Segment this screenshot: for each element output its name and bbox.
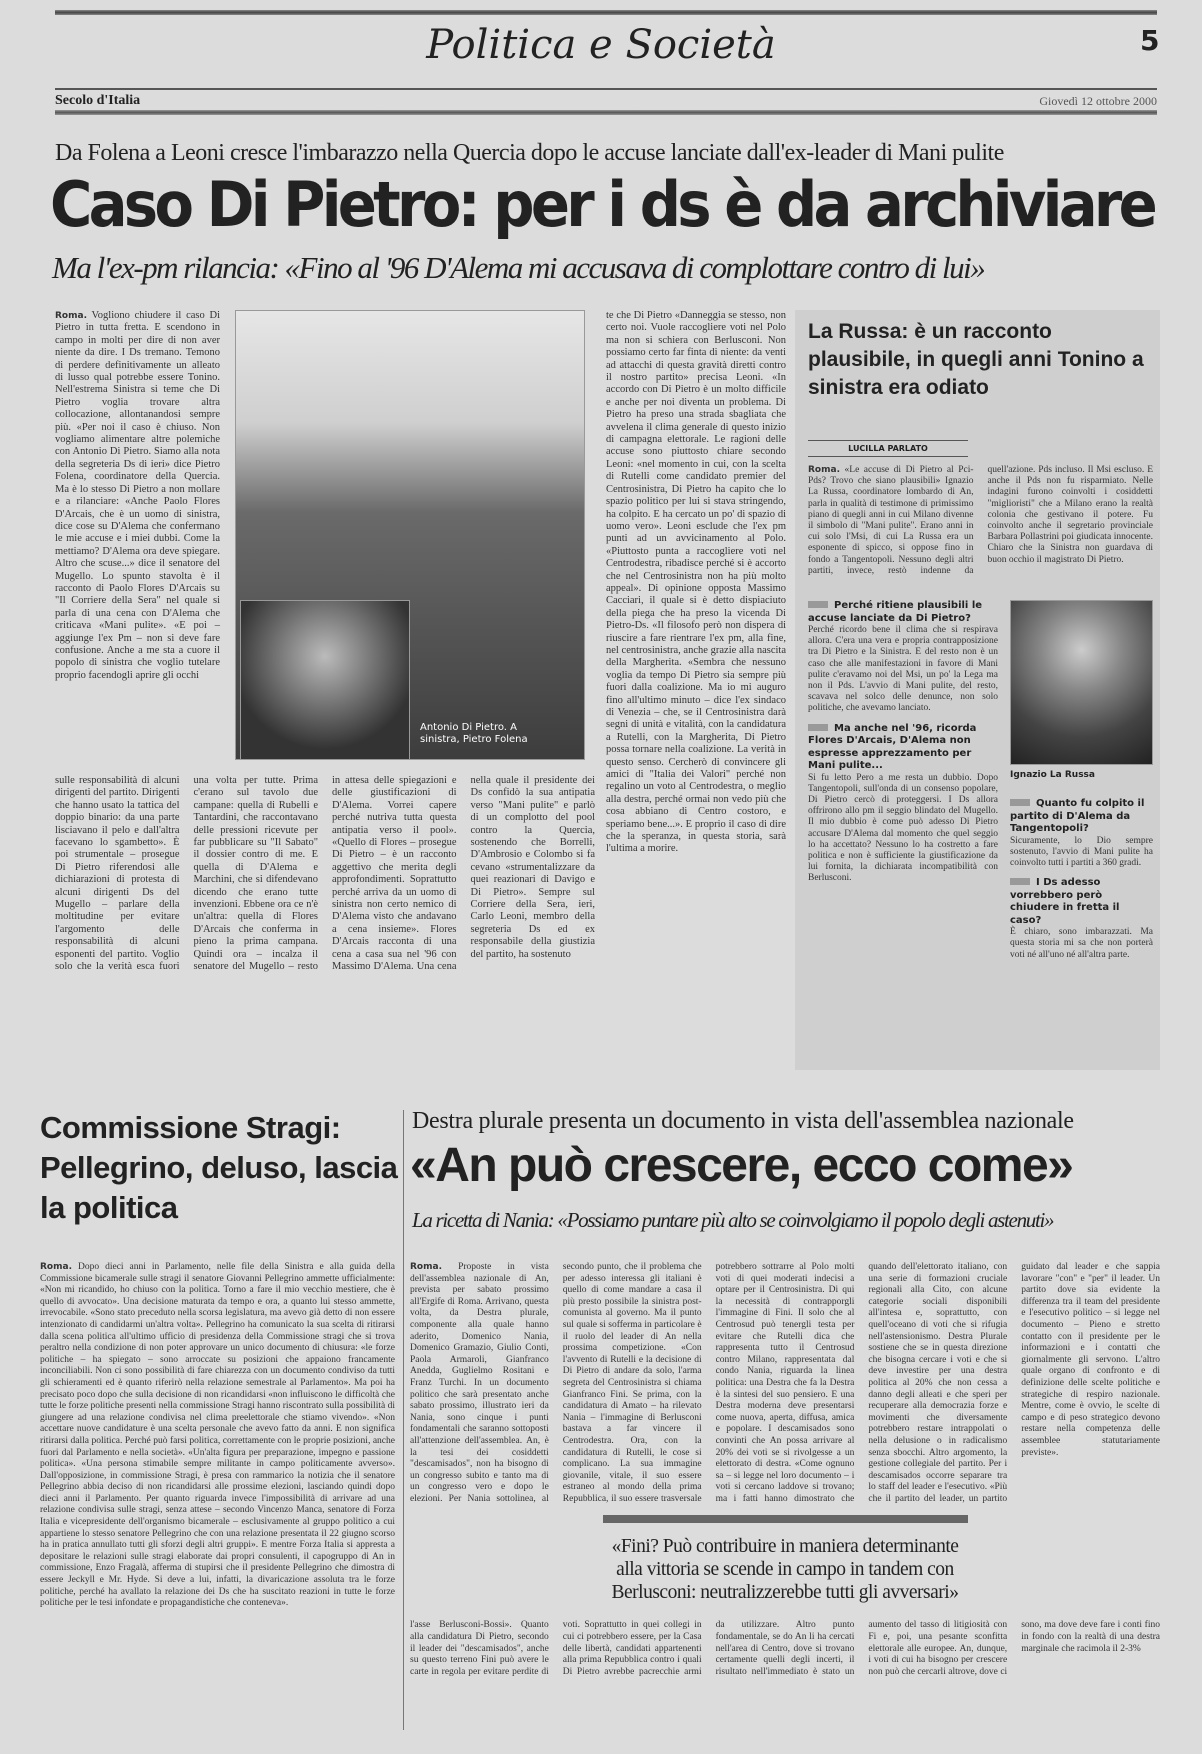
main-article-col1: Roma. Vogliono chiudere il caso Di Pietro in tutta fretta. E scendono in campo in molti per dire di non aver niente da dire. I Ds tremano. Temono di perdere definitivamente un alleato di lusso qual potrebbe essere Tonino. Nell'estrema Sinistra si teme che Di Pietro voglia trovare altra collocazione, allontanandosi sempre più. «Per noi il caso è chiuso. Non vogliamo alimentare altre polemiche con Antonio Di Pietro. Siamo alla nota della segreteria Ds di ieri» dice Pietro Folena, coordinatore della Quercia. Ma è lo stesso Di Pietro a non mollare e a rilanciare: «Anche Paolo Flores D'Arcais, che è un uomo di sinistra, dice cose su D'Alema che confermano le mie accuse e i miei dubbi. Come la mettiamo? D'Alema ora deve spiegare. Altro che scuse...» dice il senatore del Mugello. Lo spunto stavolta è il racconto di Paolo Flores D'Arcais su "Il Corriere della Sera" nel quale si parla di una cena con D'Alema che criticava «Mani pulite». «E poi – aggiunge l'ex Pm – non si deve fare confusione. Anche a me sta a cuore il popolo di sinistra che voglio tutelare proprio facendogli aprire gli occhi xyxy=(55,310,220,681)
issue-date: Giovedì 12 ottobre 2000 xyxy=(1039,94,1157,108)
dateline: Roma. xyxy=(55,311,87,321)
header-bottom-rule xyxy=(55,110,1157,115)
interview-question: Quanto fu colpito il partito di D'Alema da Tangentopoli? xyxy=(1010,798,1153,836)
page-number: 5 xyxy=(1140,24,1160,57)
photo-folena xyxy=(240,600,410,760)
interview-question: I Ds adesso vorrebbero però chiudere in fretta il caso? xyxy=(1010,877,1153,927)
photo-la-russa xyxy=(1010,600,1153,765)
an-headline: «An può crescere, ecco come» xyxy=(410,1139,1073,1192)
stragi-headline: Commissione Stragi: Pellegrino, deluso, lascia la politica xyxy=(40,1110,398,1225)
main-article-continuation: sulle responsabilità di alcuni dirigenti del partito. Dirigenti che hanno usato la tattica del doppio binario: da una parte lisciavano il pelo e dall'altra facevano lo sgambetto». È poi strumentale – prosegue Di Pietro riferendosi alle dichiarazioni di protesta di alcuni dirigenti Ds del Mugello – parlare della moltitudine per evitare l'argomento delle responsabilità di alcuni esponenti del partito. Voglio solo che la verità esca fuori una volta per tutte. Prima c'erano sul tavolo due campane: quella di Rubelli e Tantardini, che raccontavano delle pressioni ricevute per far pubblicare su "Il Sabato" il dossier contro di me. E quella di D'Alema e Marchini, che si difendevano dicendo che erano tutte invenzioni. Ebbene ora ce n'è un'altra: quella di Flores D'Arcais che conferma in pieno la prima campana. Quindi ora – incalza il senatore del Mugello – resto in attesa delle spiegazioni e delle giustificazioni di D'Alema. Vorrei capere perché nutriva tutta questa antipatia verso il pool». «Quello di Flores – prosegue Di Pietro – è un racconto aggettivo che merita degli approfondimenti. Soprattutto perché arriva da un uomo di sinistra non certo nemico di D'Alema visto che andavano a cena insieme». Flores D'Arcais racconta di una cena a casa sua nel '96 con Massimo D'Alema. Una cena nella quale il presidente dei Ds confidò la sua antipatia verso "Mani pulite" e parlò di un complotto del pool contro la Quercia, sostenendo che Borrelli, D'Ambrosio e Colombo si fa cevano «strumentalizzare da quei reazionari di Davigo e Di Pietro». Sempre sul Corriere della Sera, ieri, Carlo Leoni, membro della segreteria Ds ed ex responsabile della giustizia del partito, ha sostenuto xyxy=(55,775,595,973)
main-kicker: Da Folena a Leoni cresce l'imbarazzo nella Quercia dopo le accuse lanciate dall'ex-leader di Mani pulite xyxy=(55,140,1004,166)
an-kicker: Destra plurale presenta un documento in vista dell'assemblea nazionale xyxy=(412,1108,1074,1134)
interview-answer: Sicuramente, lo Dio sempre sostenuto, l'avvio di Mani pulite ha coinvolto tutti i partiti a 360 gradi. xyxy=(1010,835,1153,868)
byline: LUCILLA PARLATO xyxy=(808,440,968,457)
header-rule xyxy=(55,88,1157,90)
la-russa-caption: Ignazio La Russa xyxy=(1010,770,1095,780)
photo-caption: Antonio Di Pietro. A sinistra, Pietro Folena xyxy=(420,722,528,745)
main-article-col3: te che Di Pietro «Danneggia se stesso, non certo noi. Vuole raccogliere voti nel Polo ma non si schiera con Berlusconi. Non possiamo certo far finta di niente: da venti ad attacchi di questa gravità diretti contro il nostro partito» precisa Leoni. «In accordo con Di Pietro è un molto difficile e anche per noi diventa un problema. Di Pietro ha preso una strada sbagliata che avvelena il clima generale di questo inizio di campagna elettorale. Le ragioni delle accuse sono piuttosto chiare secondo Leoni: «nel momento in cui, con la scelta di Rutelli come candidato premier del Centrosinistra, Di Pietro ha capito che lo spazio politico per lui si stava stringendo, ha colpito. E ha cercato un po' di spazio di uomo vero». Leoni esclude che l'ex pm punti ad un avvicinamento al Polo. «Piuttosto punta a raccogliere voti nel Centrodestra, ribadisce perché si è accorto che nel Centrosinistra non ha più molto appeal». Di opinione opposta Massimo Cacciari, il quale si è detto dispiaciuto della piega che ha preso la vicenda Di Pietro-Ds. «Il filosofo però non dispera di riuscire a fare rientrare l'ex pm, alla fine, nel centrosinistra, anche grazie alla nascita della Margherita. «Sembra che nessuno voglia da tempo Di Pietro sia sempre più fuori dalla coalizione. Ma io mi auguro fino all'ultimo minuto – dice l'ex sindaco di Venezia – che, se il Centrosinistra darà segni di unità e vitalità, con la candidatura a Rutelli, con la Margherita, Di Pietro possa tornare nella coalizione. La verità in questo senso. Cercherò di convincere gli amici di "Italia dei Valori" perché non regalino un voto al Centrodestra, o meglio alla destra, perché ormai non vedo più che cosa abbiano di Centro costoro, e speriamo bene...». E proprio il caso di dire che la speranza, in questa storia, sarà l'ultima a morire. xyxy=(606,310,786,855)
main-headline: Caso Di Pietro: per i ds è da archiviare xyxy=(50,168,1154,241)
an-subhead: La ricetta di Nania: «Possiamo puntare più alto se coinvolgiamo il popolo degli astenuti» xyxy=(412,1208,1054,1232)
pull-quote: «Fini? Può contribuire in maniera determinante alla vittoria se scende in campo in tandem con Berlusconi: neutralizzerebbe tutti gli avversari» xyxy=(603,1515,968,1610)
sidebar-intro: Roma. «Le accuse di Di Pietro al Pci-Pds? Trovo che siano plausibili» Ignazio La Russa, coordinatore lombardo di An, parla in qualità di testimone di primissimo piano di quegli anni in cui Milano divenne il simbolo di "Mani pulite". Erano anni in cui solo l'Msi, di cui La Russa era un esponente di spicco, si oppose fino in fondo a Tangentopoli. Nessuno degli altri partiti, invece, restò indenne da quell'azione. Pds incluso. Il Msi escluso. E anche il Pds non fu risparmiato. Nelle indagini furono coinvolti i cosiddetti "miglioristi" che a Milano erano la realtà colonia che gestivano il potere. Fu coinvolto anche il segretario provinciale Barbara Pollastrini poi giudicata innocente. Chiaro che la Sinistra non guardava di buon occhio il magistrato Di Pietro. xyxy=(808,465,1153,576)
stragi-article-body: Roma. Dopo dieci anni in Parlamento, nelle file della Sinistra e alla guida della Commissione bicamerale sulle stragi il senatore Giovanni Pellegrino ammette ufficialmente: «Non mi ricandido, ho chiuso con la politica. Torno a fare il mio vecchio mestiere, che è quello di avvocato». Una decisione maturata da tempo e ora, a quanto lui stesso ammette, irrevocabile. «Sono stato preceduto nella scorsa legislatura, ma avevo già detto di non essere intenzionato di candidarmi un'altra volta». Pellegrino ha comunicato la sua scelta di ritirarsi dalla scena politica all'ultimo ufficio di presidenza della Commissione stragi che si trova peraltro nella condizione di non poter approvare un unico documento di chiusura: «le forze politiche – ha spiegato – sono arroccate su posizioni che appaiono francamente inconciliabili. Non ci sono possibilità di fare chiarezza con un documento condiviso da tutti gli schieramenti ed è quanto riferirò nella relazione semestrale al Parlamento». Ma poi ha precisato poco dopo che sulla decisione di non ricandidarsi «non influiscono le difficoltà che tutte le forze politiche presenti nella commissione Stragi hanno riscontrato sulla possibilità di giungere ad una relazione condivisa nel clima preelettorale che stiamo vivendo». «Non accettare nuove candidature è una scelta personale che avevo fatto da anni. E non significa ritirarsi dalla politica. Perché può farsi politica, correttamente con le proprie posizioni, anche fuori dal Parlamento e nella società». «Un'alta figura per preparazione, impegno e passione politica». «Una persona stimabile sempre militante in campo politicamente avverso». Dall'opposizione, in commissione Stragi, è presa con rammarico la notizia che il senatore Pellegrino abbia deciso di non ricandidarsi alle prossime elezioni, lasciando quindi dopo dieci anni il Parlamento. Per quanto riguarda invece l'impossibilità di arrivare ad una relazione condivisa sulle stragi, senza attese – secondo Vincenzo Manca, senatore di Forza Italia e vicepresidente dell'organismo bicamerale – esclusivamente al gruppo politico a cui appartiene lo stesso senatore Pellegrino che con una relazione presentata il 22 giugno scorso ha in pratica annullato tutti gli sforzi degli altri gruppi». E mentre Forza Italia si appresta a depositare le relazioni sulle stragi elaborate dai propri consulenti, il capogruppo di An in commissione, Enzo Fragalà, afferma di stupirsi che il presidente Pellegrino che dimostra di essere Jeckyll e Mr. Hyde. Si deve a lui, infatti, la divaricazione assoluta tra le forze politiche, perché ha avallato la relazione dei Ds che ha suscitato reazioni in tutte le forze politiche per le tesi infondate e propagandistiche che conteneva». xyxy=(40,1262,395,1609)
an-article-body-top: Roma. Proposte in vista dell'assemblea nazionale di An, prevista per sabato prossimo all'Ergife di Roma. Arrivano, questa volta, da Destra plurale, componente alla quale hanno aderito, Domenico Nania, Domenico Gramazio, Giulio Conti, Paola Armaroli, Gianfranco Anedda, Guglielmo Rositani e Franz Turchi. In un documento politico che sarà presentato anche sabato prossimo, illustrato ieri da Nania, sono cinque i punti fondamentali che saranno sottoposti all'attenzione dell'assemblea. An, è la tesi dei cosiddetti "descamisados", non ha bisogno di un congresso subito e tanto ma di un congresso vero e dopo le elezioni. Per Nania sottolinea, al secondo punto, che il problema che per adesso interessa gli italiani è quello di come mandare a casa il più presto possibile la sinistra post-comunista al governo. Ma il punto sul quale si sofferma in particolare è il ruolo del leader di An nella prossima competizione. «Con l'avvento di Rutelli e la decisione di Di Pietro di andare da solo, l'arma segreta del Centrosinistra si chiama Gianfranco Fini. Se prima, con la candidatura di Amato – ha rilevato Nania – l'immagine di Berlusconi bastava a far vincere il Centrodestra. Ora, con la candidatura di Rutelli, le cose si complicano. La sua immagine giovanile, vitale, il suo essere estraneo al mondo della prima Repubblica, il suo essere trasversale potrebbero sottrarre al Polo molti voti di quei moderati indecisi a optare per il Centrosinistra. Di qui la necessità di contrapporgli l'immagine di Fini. Il solo che al Centrosud può tenergli testa per evitare che Rutelli dica che rappresenta tutto il Centrosud contro Milano, rappresentata dal condo Nania, riguarda la linea politica: una Destra che fa la Destra è la sintesi del suo pensiero. E una Destra moderna deve presentarsi come nuova, aperta, diffusa, amica e popolare. I descamisados sono convinti che An possa arrivare al 20% dei voti se si rivolgesse a un elettorato di destra. «Come ognuno sa – si legge nel loro documento – i voti si cercano laddove si trovano; ma i fatti hanno dimostrato che quando dell'elettorato italiano, con una serie di formazioni cruciale regionali alla Cito, con alcune categorie sociali disponibili all'intesa e, soprattutto, con quell'oceano di voti che si rifugia nell'astensionismo. Destra Plurale sostiene che se in questa direzione che bisogna cercare i voti e che si deve investire per una destra politica al 20% che non cessa a danno degli alleati e che speri per recuperare alla democrazia forze e movimenti che diversamente potrebbero restare intrappolati o nella delusione o in radicalismo senza sbocchi. Altro argomento, la gestione collegiale del partito. Per i descamisados occorre separare tra lo staff del leader e l'esecutivo. «Più che il partito del leader, un partito guidato dal leader e che sappia lavorare "con" e "per" il leader. Un partito dove sia evidente la differenza tra il team del presidente e l'esecutivo politico – si legge nel documento – Pieno e stretto contatto con il presidente per le informazioni e i contatti che giornalmente gli servono. L'altro quale organo di confronto e di definizione delle scelte politiche e strategiche di respiro nazionale. Mentre, come è ovvio, le scelte di campo e di peso strategico devono restare nella competenza delle assemblee statutariamente previste». xyxy=(410,1262,1160,1504)
interview-left-column xyxy=(808,592,998,885)
interview-answer: Si fu letto Pero a me resta un dubbio. Dopo Tangentopoli, sull'onda di un consenso popolare, Di Pietro cercò di proteggersi. I Ds allora offrirono allo pm il seggio blindato del Mugello. Il mio dubbio è come può adesso Di Pietro accusare D'Alema dal momento che quel seggio lo ha accettato? Nessuno lo ha costretto a fare politica e non è sufficiente la giustificazione da lui fornita, la dichiarata incompatibilità con Berlusconi. xyxy=(808,772,998,884)
interview-question: Perché ritiene plausibili le accuse lanciate da Di Pietro? xyxy=(808,600,998,625)
section-title: Politica e Società xyxy=(426,22,776,68)
sidebar-headline: La Russa: è un racconto plausibile, in quegli anni Tonino a sinistra era odiato xyxy=(808,320,1144,399)
interview-right-column xyxy=(1010,790,1153,961)
column-divider xyxy=(403,1110,404,1730)
interview-question: Ma anche nel '96, ricorda Flores D'Arcais, D'Alema non espresse apprezzamento per Mani pulite... xyxy=(808,723,998,773)
interview-answer: Perché ricordo bene il clima che si respirava allora. C'era una vera e propria contrapposizione tra Di Pietro e la Sinistra. E del resto non è un caso che alle manifestazioni in favore di Mani pulite c'eravamo noi del Msi, un po' la Lega ma non il Pds. L'avvio di Mani pulite, del resto, scavava nel solco delle denunce, non solo politiche, che avevamo lanciato. xyxy=(808,625,998,714)
interview-answer: È chiaro, sono imbarazzati. Ma questa storia mi sa che non porterà voti né all'uno né all'altra parte. xyxy=(1010,927,1153,960)
main-subhead: Ma l'ex-pm rilancia: «Fino al '96 D'Alema mi accusava di complottare contro di lui» xyxy=(52,250,985,285)
newspaper-name: Secolo d'Italia xyxy=(55,93,141,108)
an-article-body-bottom: l'asse Berlusconi-Bossi». Quanto alla candidatura Di Pietro, secondo il leader dei "descamisados", anche su questo terreno Fini può avere le carte in regola per evitare perdite di voti. Soprattutto in quei collegi in cui ci potrebbero essere, per la Casa delle libertà, candidati appartenenti alla prima Repubblica contro i quali Di Pietro avrebbe pacrecchie armi da utilizzare. Altro punto fondamentale, se do An li ha cercati nell'area di Centro, dove si trovano certamente quelli degli incerti, il risultato nell'immediato è stato un aumento del tasso di litigiosità con Fi e, poi, una pesante sconfitta elettorale alle europee. An, dunque, i voti di cui ha bisogno per crescere non può che cercarli altrove, dove ci sono, ma dove deve fare i conti fino in fondo con la realtà di una destra marginale che racimola il 2-3% xyxy=(410,1620,1160,1677)
an-article-body xyxy=(410,1262,1160,1678)
top-rule xyxy=(55,10,1157,15)
